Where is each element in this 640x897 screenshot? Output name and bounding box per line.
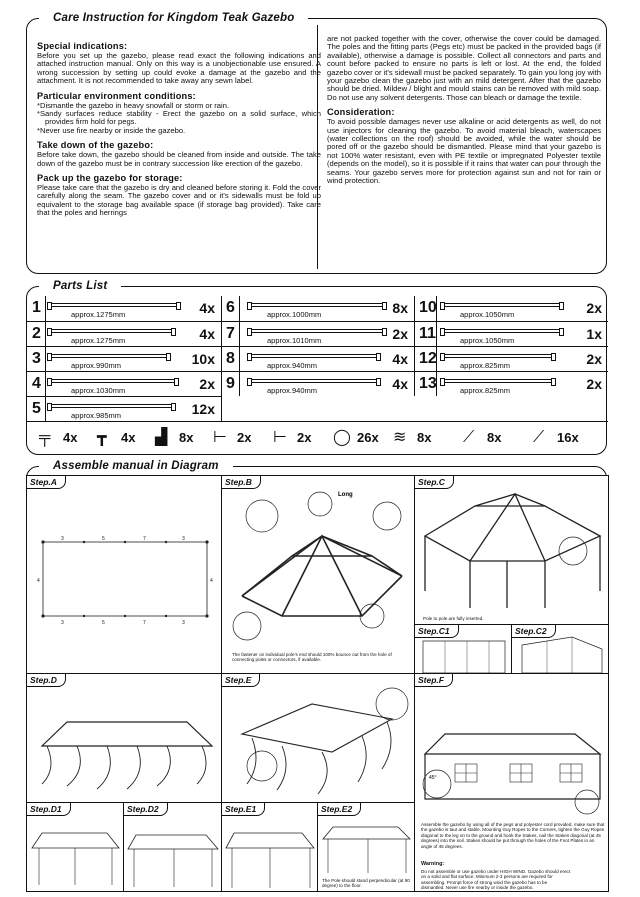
care-right-column xyxy=(327,35,601,191)
part-length: approx.1050mm xyxy=(460,336,515,345)
finished-gazebo-diagram xyxy=(415,674,609,892)
part-row xyxy=(414,346,608,370)
number-divider xyxy=(239,296,240,396)
short-pin-icon: ⊢ xyxy=(213,429,227,446)
care-title: Care Instruction for Kingdom Teak Gazebo xyxy=(39,12,308,25)
step-c1-label: Step.C1 xyxy=(415,625,459,638)
part-quantity: 2x xyxy=(392,326,408,342)
part-quantity: 12x xyxy=(191,401,215,417)
step-e-panel xyxy=(221,673,415,803)
step-b-note: The fastener on individual pole's end should 100% bounce out from the hole of connecting poles or connectors, if available. xyxy=(232,652,392,663)
part-row xyxy=(414,296,608,320)
step-c2-panel xyxy=(511,624,609,674)
fitting-quantity: 8x xyxy=(487,430,502,445)
step-e1-label: Step.E1 xyxy=(222,803,265,816)
part-number: 6 xyxy=(226,299,235,316)
part-quantity: 8x xyxy=(392,300,408,316)
environment-list xyxy=(37,102,321,136)
step-d1-label: Step.D1 xyxy=(27,803,71,816)
fittings-row xyxy=(27,421,608,455)
step-e2-label: Step.E2 xyxy=(318,803,361,816)
packup-heading: Pack up the gazebo for storage: xyxy=(37,173,183,184)
long-pin-icon: ⊢ xyxy=(273,429,287,446)
step-e2-panel xyxy=(317,802,415,892)
part-length: approx.1275mm xyxy=(71,310,126,319)
roof-frame-diagram xyxy=(222,476,415,674)
step-c-note: Pole to pole are fully inserted. xyxy=(423,616,484,621)
step-c2-label: Step.C2 xyxy=(512,625,556,638)
fitting-quantity: 4x xyxy=(121,430,136,445)
svg-text:3: 3 xyxy=(182,536,185,542)
svg-text:4: 4 xyxy=(37,578,40,584)
part-length: approx.985mm xyxy=(71,411,122,420)
cover-placement-diagram xyxy=(27,803,124,892)
part-number: 5 xyxy=(32,400,41,417)
part-quantity: 4x xyxy=(392,376,408,392)
svg-text:7: 7 xyxy=(143,620,146,626)
number-divider xyxy=(45,296,46,421)
part-row xyxy=(27,296,221,320)
pole-icon xyxy=(442,303,562,307)
fitting-quantity: 2x xyxy=(297,430,312,445)
step-e-label: Step.E xyxy=(222,674,260,687)
part-row xyxy=(414,321,608,345)
assembly-section xyxy=(26,460,607,891)
environment-item: *Never use fire nearby or inside the gazebo. xyxy=(37,125,186,135)
step-b-label: Step.B xyxy=(222,476,261,489)
t-connector-icon: ┳ xyxy=(97,429,107,446)
part-length: approx.940mm xyxy=(267,361,318,370)
step-d1-panel xyxy=(26,802,124,892)
part-number: 3 xyxy=(32,350,41,367)
ring-icon: ◯ xyxy=(333,429,351,446)
part-length: approx.1275mm xyxy=(71,336,126,345)
parts-title: Parts List xyxy=(39,280,121,293)
pole-icon xyxy=(49,303,179,307)
part-quantity: 4x xyxy=(392,351,408,367)
pole-icon xyxy=(49,404,174,408)
cover-spread-diagram xyxy=(124,803,222,892)
step-c-panel xyxy=(414,475,609,625)
part-number: 11 xyxy=(419,325,436,342)
ground-layout-diagram xyxy=(27,476,222,674)
part-row xyxy=(27,396,221,420)
special-text: Before you set up the gazebo, please read exact the following indications and attached instruction manual. Only on this way is a unobjectionable use ensured. A wrong succession by setting up could evoke a damage at the gazebo and the attachment. It is not recommended to take away any sewn label. xyxy=(37,51,321,86)
part-quantity: 2x xyxy=(586,300,602,316)
part-quantity: 2x xyxy=(586,376,602,392)
step-d2-panel xyxy=(123,802,222,892)
part-row xyxy=(414,371,608,395)
column-divider xyxy=(414,296,415,396)
consideration-text: To avoid possible damages never use alkaline or acid detergents as well, do not use injectors for cleaning the gazebo. To avoid material bleach, waterscapes (water collections on the roof) should be avoided, while the water should be pored off or the gazebo should be dismantled. Please mind that your gazebo is not 100% water resistant, even with PE textile or impregnated Polyester textile (depends on the model), so it is possible if it rains that water can pour through the seams. Your gazebo serves more for protection against sun and not for rain or wind protection. xyxy=(327,117,601,186)
warning-text: Do not assemble or use gazebo under HIGH WIND. Gazebo should erect on a solid and flat surface. Minimum 2-3 persons are required for assembling. Prompt force of strong wind the gazebo has to be dismantled. Never use fire nearby or inside the gazebo. xyxy=(421,869,571,891)
step-c1-panel xyxy=(414,624,512,674)
part-row xyxy=(27,321,221,345)
part-row xyxy=(27,371,221,395)
foot-plate-icon: ▟ xyxy=(155,429,168,446)
frame-raise-diagram xyxy=(222,803,318,892)
svg-text:7: 7 xyxy=(143,536,146,542)
part-row xyxy=(221,371,414,395)
step-c-label: Step.C xyxy=(415,476,454,489)
part-number: 8 xyxy=(226,350,235,367)
pole-icon xyxy=(249,303,385,307)
environment-item: *Dismantle the gazebo in heavy snowfall or storm or rain. xyxy=(37,100,230,110)
pole-icon xyxy=(49,379,177,383)
part-row xyxy=(221,346,414,370)
hook-peg-icon: ⟋ xyxy=(533,429,545,446)
part-quantity: 1x xyxy=(586,326,602,342)
svg-text:5: 5 xyxy=(102,620,105,626)
part-length: approx.1010mm xyxy=(267,336,322,345)
step-a-panel xyxy=(26,475,222,674)
step-b-panel xyxy=(221,475,415,674)
step-e1-panel xyxy=(221,802,318,892)
part-number: 2 xyxy=(32,325,41,342)
fitting-quantity: 26x xyxy=(357,430,379,445)
part-quantity: 4x xyxy=(199,300,215,316)
part-length: approx.1000mm xyxy=(267,310,322,319)
svg-text:3: 3 xyxy=(61,620,64,626)
part-row xyxy=(221,296,414,320)
takedown-heading: Take down of the gazebo: xyxy=(37,140,154,151)
step-d-label: Step.D xyxy=(27,674,66,687)
part-quantity: 10x xyxy=(191,351,215,367)
packup-continued-text: are not packed together with the cover, otherwise the cover could be damaged. The poles and the fitting parts (Pegs etc) must be packed in the provided bags (if available), otherwise a damage is possible. Collect all connectors and parts and count before packed to ensure no parts is left or lost. At the end, the folded gazebo cover or it's sidewall must be packed separately. To gain you long joy with your gazebo clean the gazebo just with an mild detergent. After that the gazebo should be dried. Mildew / blight and mould stains can be removed with mild soap. Do not use any solvent detergents. Those can bleach or damage the textile. xyxy=(327,34,601,102)
environment-heading: Particular environment conditions: xyxy=(37,90,196,101)
svg-text:3: 3 xyxy=(182,620,185,626)
step-f-label: Step.F xyxy=(415,674,453,687)
care-left-column xyxy=(37,39,321,223)
part-quantity: 2x xyxy=(199,376,215,392)
fitting-quantity: 4x xyxy=(63,430,78,445)
part-row xyxy=(27,346,221,370)
part-quantity: 4x xyxy=(199,326,215,342)
part-length: approx.1030mm xyxy=(71,386,126,395)
long-label: Long xyxy=(338,492,353,498)
step-d2-label: Step.D2 xyxy=(124,803,168,816)
pole-icon xyxy=(249,354,379,358)
warning-title: Warning: xyxy=(421,861,445,867)
takedown-text: Before take down, the gazebo should be cleaned from inside and outside. The take down of the gazebo must be in contrary succession like erection of the gazebo. xyxy=(37,150,321,168)
fitting-quantity: 8x xyxy=(179,430,194,445)
step-a-label: Step.A xyxy=(27,476,66,489)
pole-icon xyxy=(442,379,554,383)
column-divider xyxy=(221,296,222,421)
part-row xyxy=(221,321,414,345)
fitting-quantity: 16x xyxy=(557,430,579,445)
consideration-heading: Consideration: xyxy=(327,107,395,118)
svg-text:4: 4 xyxy=(210,578,213,584)
pole-icon xyxy=(249,329,385,333)
angle-label: 45° xyxy=(429,775,437,781)
part-length: approx.940mm xyxy=(267,386,318,395)
part-number: 10 xyxy=(419,299,437,316)
number-divider xyxy=(436,296,437,396)
rope-icon: ≋ xyxy=(393,429,407,446)
step-e2-note: The Pole should stand perpendicular (at 90 degree) to the floor. xyxy=(322,878,410,889)
svg-text:3: 3 xyxy=(61,536,64,542)
part-length: approx.1050mm xyxy=(460,310,515,319)
part-number: 1 xyxy=(32,299,41,316)
part-length: approx.990mm xyxy=(71,361,122,370)
pole-icon xyxy=(442,329,562,333)
step-f-note: Assemble the gazebo by using all of the pegs and polyester cord provided, make sure that the gazebo is taut and stable. Mounting Guy Ropes to the Corners, tighten the Guy Ropes diagonal to the leg on to the ground and hook the Stakes, nail the Stakes diagonal (at 45 degrees) into the soil. Stakes should be put through the holes of the Foot Plates in an angle of 45 degrees. xyxy=(421,822,605,849)
fitting-quantity: 8x xyxy=(417,430,432,445)
part-number: 12 xyxy=(419,350,437,367)
legs-insert-diagram xyxy=(222,674,415,803)
part-number: 7 xyxy=(226,325,235,342)
care-instructions-section xyxy=(26,12,607,274)
pole-icon xyxy=(249,379,379,383)
part-length: approx.825mm xyxy=(460,361,511,370)
part-number: 4 xyxy=(32,375,41,392)
svg-text:5: 5 xyxy=(102,536,105,542)
frame-legs-diagram xyxy=(415,476,609,625)
cross-connector-icon: ╤ xyxy=(39,429,51,446)
pole-icon xyxy=(49,354,169,358)
environment-item: *Sandy surfaces reduce stability - Erect the gazebo on a solid surface, which provides firm hold for pegs. xyxy=(37,109,321,127)
part-number: 13 xyxy=(419,375,437,392)
spiral-peg-icon: ⟋ xyxy=(463,429,475,446)
part-length: approx.825mm xyxy=(460,386,511,395)
packup-text: Please take care that the gazebo is dry and cleaned before storing it. Fold the cover carefully along the seam. The gazebo cover and or it's sidewalls must be fold up equivalent to the storage bag available space (if storage bag provided). Take care that the poles and herrings xyxy=(37,183,321,218)
parts-list-section xyxy=(26,280,607,455)
assembly-title: Assemble manual in Diagram xyxy=(39,460,233,473)
step-f-panel xyxy=(414,673,609,892)
pole-icon xyxy=(49,329,174,333)
pole-icon xyxy=(442,354,554,358)
fitting-quantity: 2x xyxy=(237,430,252,445)
step-d-panel xyxy=(26,673,222,803)
roof-cover-diagram xyxy=(27,674,222,803)
part-quantity: 2x xyxy=(586,351,602,367)
part-number: 9 xyxy=(226,375,235,392)
special-heading: Special indications: xyxy=(37,41,128,51)
